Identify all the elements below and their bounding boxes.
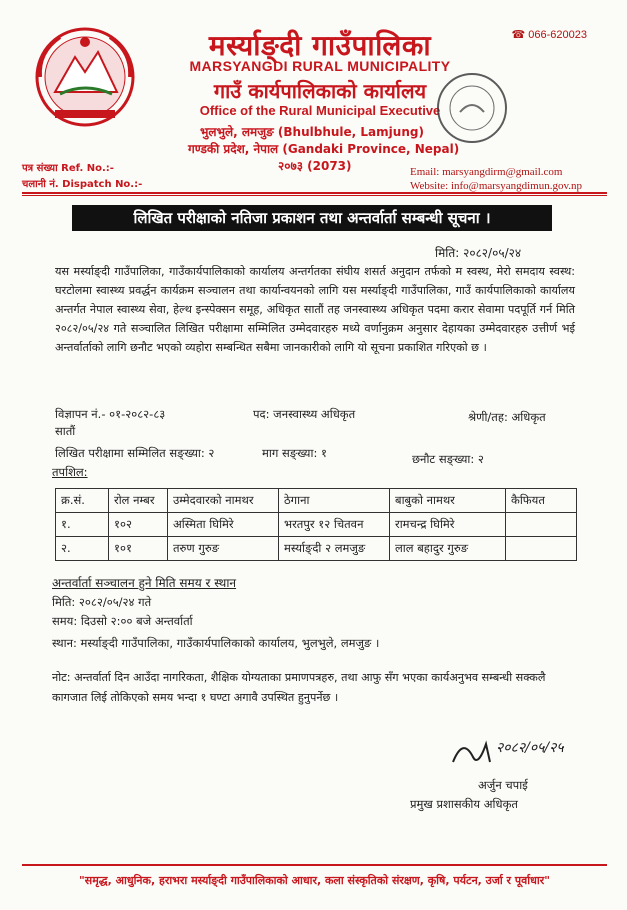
header-divider (22, 192, 607, 194)
signer-title: प्रमुख प्रशासकीय अधिकृत (410, 797, 518, 811)
footer-divider (22, 864, 607, 866)
cell-name: अस्मिता घिमिरे (168, 513, 279, 537)
notice-body: यस मर्स्याङ्दी गाउँपालिका, गाउँकार्यपालिकाको कार्यालय अन्तर्गतका संघीय शसर्त अनुदान तर्फको म स्वस्थ, मेरो समदाय स्वस्थ: घरटोलमा स्वास्थ्य प्रवर्द्धन कार्यक्रम सञ्चालन तथा कार्यान्वयनको लागि यस मर्स्याङ्दी गाउँपालिका, गाउँ कार्यपालिकाको कार्यालय अन्तर्गत नेपाल स्वास्थ्य सेवा, हेल्थ इन्स्पेक्सन समूह, अधिकृत सातौं तह जनस्वास्थ्य अधिकृत पदमा करार सेवामा पदपूर्ति गर्न मिति २०८२/०५/२४ गते सञ्चालित लिखित परीक्षामा सम्मिलित उम्मेदवारहरु मध्ये वर्णानुक्रम अनुसार देहायका उम्मेदवारहरु उत्तीर्ण भई अन्तर्वार्ताको लागि छनौट भएको व्यहोरा सम्बन्धित सबैमा जानकारीको लागि यो सूचना प्रकाशित गरिएको छ । (55, 265, 575, 354)
municipality-name-english: MARSYANGDI RURAL MUNICIPALITY (189, 58, 451, 74)
col-serial: क्र.सं. (56, 489, 109, 513)
interview-note: नोट: अन्तर्वार्ता दिन आउँदा नागरिकता, शैक्षिक योग्यताका प्रमाणपत्रहरु, तथा आफु सँग भएका कार्यअनुभव सम्बन्धी सक्कलै कागजात लिई तोकिएको समय भन्दा १ घण्टा अगावै उपस्थित हुनुपर्नेछ । (52, 671, 546, 704)
interview-date: मिति: २०८२/०५/२४ गते (52, 595, 152, 609)
office-name-nepali: गाउँ कार्यपालिकाको कार्यालय (213, 79, 427, 103)
interview-heading: अन्तर्वार्ता सञ्चालन हुने मिति समय र स्थान (52, 576, 237, 590)
post-name: पद: जनस्वास्थ्य अधिकृत (253, 407, 356, 421)
signer-name: अर्जुन चपाई (478, 778, 528, 792)
cell-remarks (506, 537, 577, 561)
cell-serial: १. (56, 513, 109, 537)
notice-date: मिति: २०८२/०५/२४ (435, 246, 522, 260)
cell-father-name: लाल बहादुर गुरुङ (390, 537, 506, 561)
phone-number: ☎ 066-620023 (511, 29, 587, 41)
address-line-2: गण्डकी प्रदेश, नेपाल (Gandaki Province, Nepal) (188, 142, 460, 156)
contact-email: Email: marsyangdirm@gmail.com (410, 166, 563, 178)
cell-address: मर्स्याङ्दी २ लमजुङ (279, 537, 390, 561)
office-name-english: Office of the Rural Municipal Executive (199, 103, 441, 118)
cell-serial: २. (56, 537, 109, 561)
nepal-emblem-icon (20, 22, 150, 132)
participant-count: लिखित परीक्षामा सम्मिलित सङ्ख्या: २ (55, 446, 215, 460)
interview-place: स्थान: मर्स्याङ्दी गाउँपालिका, गाउँकार्यपालिकाको कार्यालय, भुलभुले, लमजुङ । (52, 636, 380, 650)
office-stamp-icon (432, 68, 512, 148)
advertisement-number: विज्ञापन नं.- ०१-२०८२-८३ (55, 407, 166, 421)
grade-level-cont: सातौं (55, 424, 76, 438)
cell-roll: १०१ (109, 537, 168, 561)
interview-time: समय: दिउसो २:०० बजे अन्तर्वार्ता (52, 614, 193, 628)
col-name: उम्मेदवारको नामथर (168, 489, 279, 513)
grade-level: श्रेणी/तह: अधिकृत (468, 410, 546, 424)
established-year: २०७३ (2073) (278, 159, 352, 173)
header-divider-thin (22, 195, 607, 196)
ref-number-label: पत्र संख्या Ref. No.:- (22, 163, 114, 174)
address-line-1: भुलभुले, लमजुङ (Bhulbhule, Lamjung) (200, 125, 424, 139)
col-father-name: बाबुको नामथर (390, 489, 506, 513)
demand-count: माग सङ्ख्या: १ (262, 446, 327, 460)
table-row (56, 537, 577, 561)
selected-count: छनौट सङ्ख्या: २ (412, 452, 484, 466)
cell-father-name: रामचन्द्र घिमिरे (390, 513, 506, 537)
cell-roll: १०२ (109, 513, 168, 537)
dispatch-number-label: चलानी नं. Dispatch No.:- (22, 179, 143, 190)
cell-address: भरतपुर १२ चितवन (279, 513, 390, 537)
table-header-row (56, 489, 577, 513)
signature-date: २०८२/०५/२५ (496, 740, 564, 756)
table-row (56, 513, 577, 537)
col-address: ठेगाना (279, 489, 390, 513)
col-roll: रोल नम्बर (109, 489, 168, 513)
details-label: तपशिल: (52, 465, 88, 479)
cell-name: तरुण गुरुङ (168, 537, 279, 561)
municipality-name-nepali: मर्स्याङ्दी गाउँपालिका (208, 29, 432, 62)
contact-website: Website: info@marsyangdimun.gov.np (410, 180, 582, 192)
footer-motto: "समृद्ध, आधुनिक, हराभरा मर्स्याङ्दी गाउँपालिकाको आधार, कला संस्कृतिको संरक्षण, कृषि, पर्यटन, उर्जा र पूर्वाधार" (79, 874, 550, 887)
candidate-table (55, 488, 577, 561)
cell-remarks (506, 513, 577, 537)
col-remarks: कैफियत (506, 489, 577, 513)
notice-title: लिखित परीक्षाको नतिजा प्रकाशन तथा अन्तर्वार्ता सम्बन्धी सूचना । (72, 205, 552, 231)
